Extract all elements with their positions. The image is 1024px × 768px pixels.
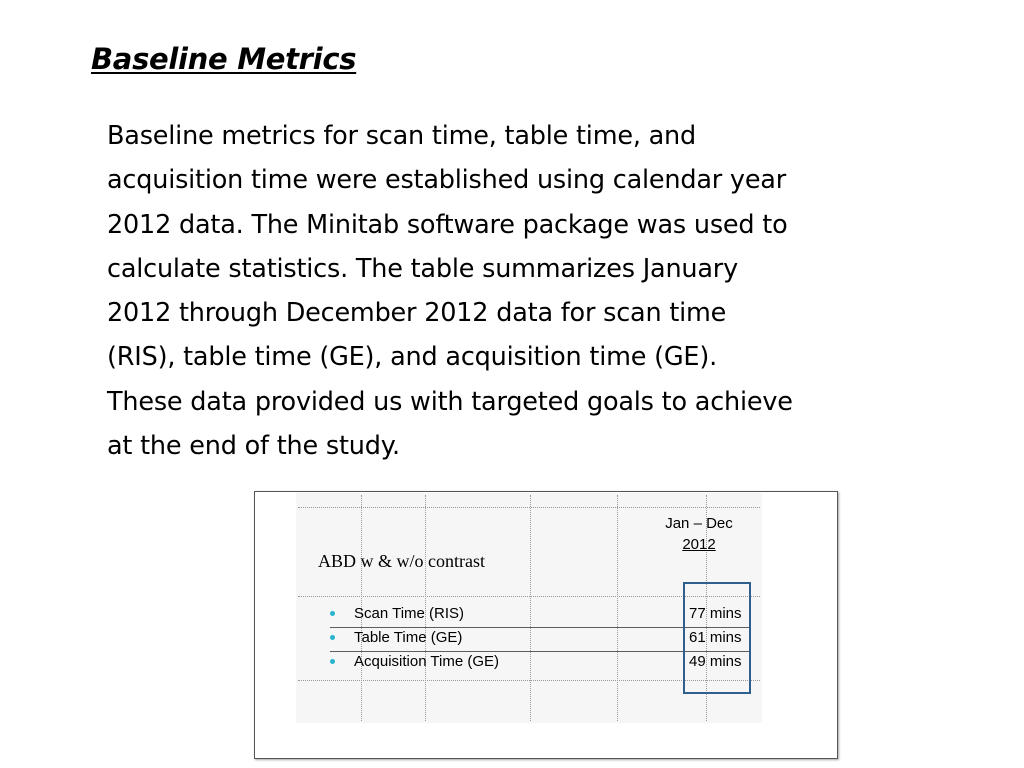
body-line: calculate statistics. The table summarizes January	[107, 253, 738, 284]
bullet-icon	[330, 635, 335, 640]
metric-label: Acquisition Time (GE)	[354, 653, 500, 670]
column-header	[654, 513, 744, 555]
grid-line	[530, 495, 531, 721]
body-line: (RIS), table time (GE), and acquisition time (GE).	[107, 342, 717, 373]
metric-label: Scan Time (RIS)	[354, 605, 465, 622]
bullet-icon	[330, 611, 335, 616]
body-line: at the end of the study.	[107, 431, 400, 462]
body-line: 2012 through December 2012 data for scan time	[107, 298, 727, 329]
metric-label: Table Time (GE)	[354, 629, 463, 646]
metric-value: 49 mins	[689, 653, 742, 670]
grid-line	[617, 495, 618, 721]
body-line: These data provided us with targeted goals to achieve	[107, 386, 793, 417]
grid-line	[298, 507, 760, 508]
body-line: 2012 data. The Minitab software package was used to	[107, 209, 788, 240]
metric-value: 77 mins	[689, 605, 742, 622]
section-title: ABD w & w/o contrast	[318, 551, 485, 571]
body-paragraph	[107, 114, 927, 468]
column-header-year: 2012	[682, 536, 716, 553]
column-header-range: Jan – Dec	[665, 515, 733, 532]
body-line: Baseline metrics for scan time, table time, and	[107, 121, 697, 151]
body-line: acquisition time were established using calendar year	[107, 165, 787, 196]
slide-title: Baseline Metrics	[91, 42, 357, 76]
metric-value: 61 mins	[689, 629, 742, 646]
bullet-icon	[330, 659, 335, 664]
